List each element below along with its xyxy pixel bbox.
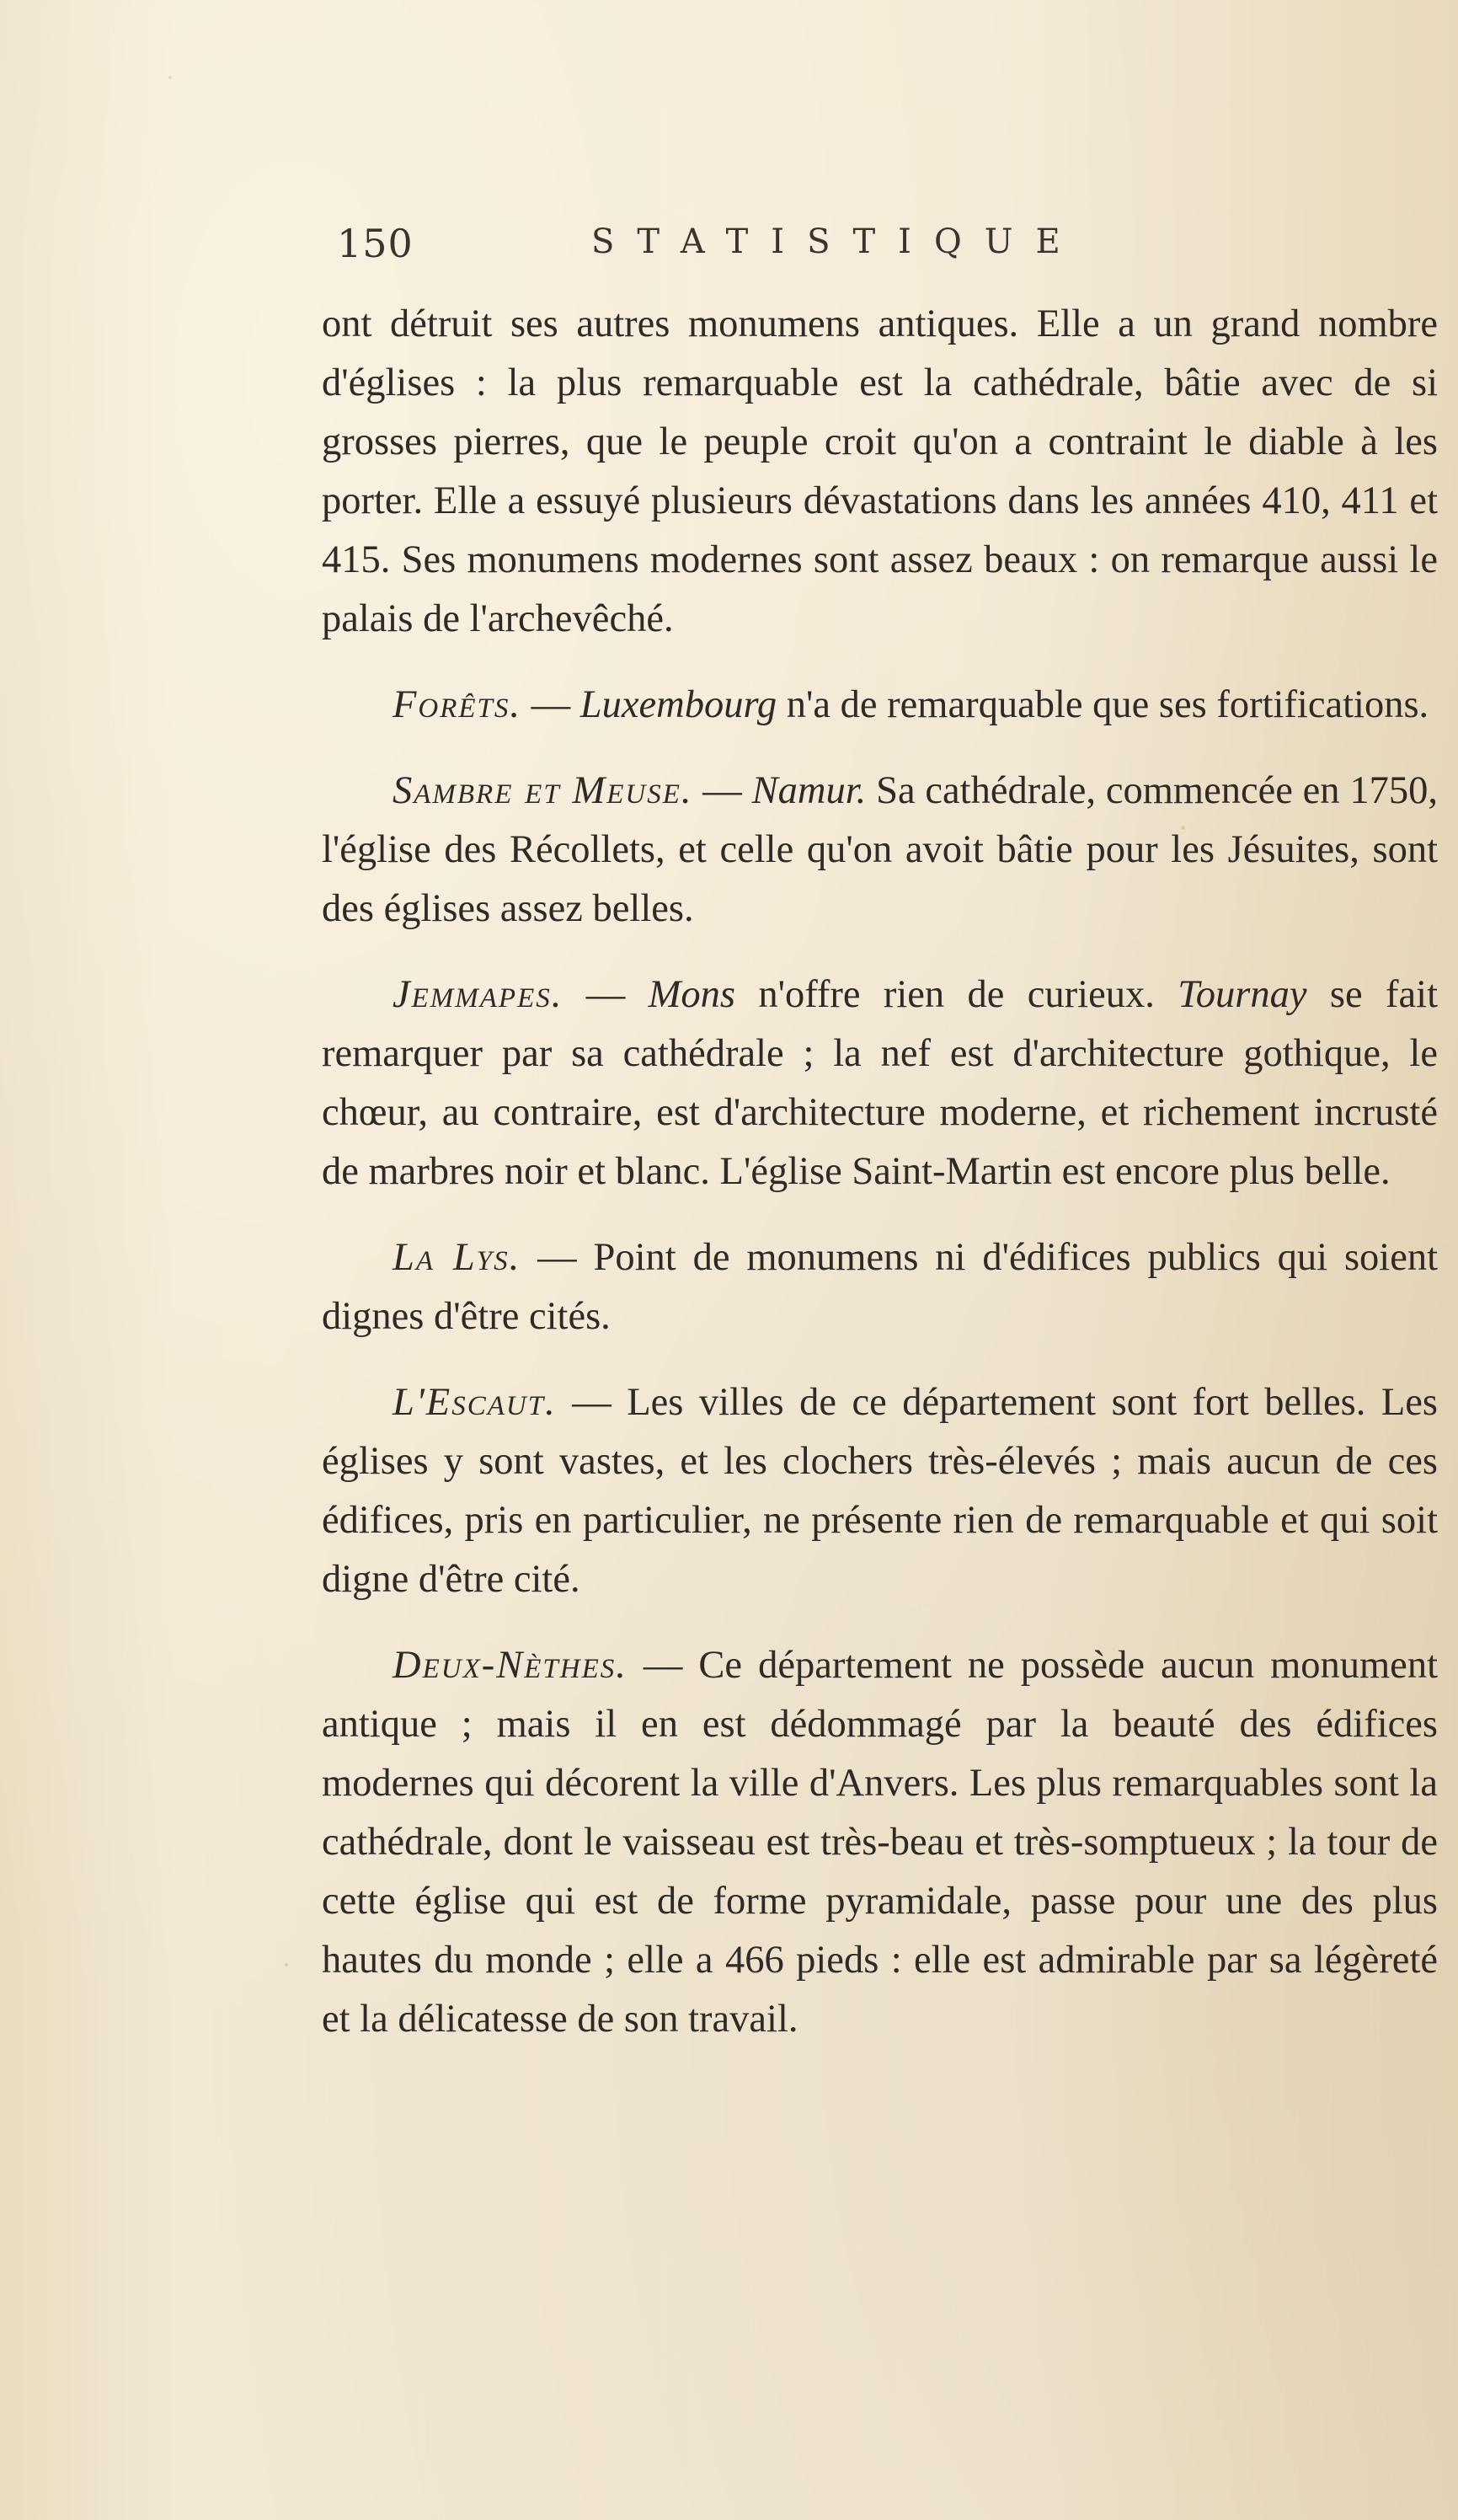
paragraph-text: Ce département ne possède aucun monument antique ; mais il en est dédommagé par la beauté des édifices modernes qui décorent la ville d'Anvers. Les plus remarquables sont la cathédrale, dont le vaisseau est très-beau et très-somptueux ; la tour de cette église qui est de forme pyramidale, passe pour une des plus hautes du monde ; elle a 466 pieds : elle est admirable par sa légèreté et la délicatesse de son travail. [322, 1644, 1438, 2041]
em-dash: — [521, 1236, 594, 1279]
section-title: Jemmapes. [393, 973, 563, 1016]
paragraph-text: n'a de remarquable que ses fortifications. [777, 683, 1429, 726]
place-name: Namur. [751, 769, 867, 812]
paragraph-text: se fait remarquer par sa cathédrale ; la nef est d'architecture gothique, le chœur, au contraire, est d'architecture moderne, et richement incrusté de marbres noir et blanc. L'église Saint-Martin est encore plus belle. [322, 973, 1438, 1193]
em-dash: — [521, 683, 580, 726]
section-title: Deux-Nèthes. [393, 1644, 628, 1687]
paper-spot [285, 1963, 288, 1966]
em-dash: — [627, 1644, 699, 1687]
section-title: Forêts. [393, 683, 522, 726]
paragraph [322, 1636, 1438, 2049]
paragraph-text: Sa cathédrale, commencée en 1750, l'église des Récollets, et celle qu'on avoit bâtie pour les Jésuites, sont des églises assez belles. [322, 769, 1438, 930]
page-header [337, 221, 1179, 280]
em-dash: — [556, 1381, 628, 1424]
paragraph-text: Les villes de ce département sont fort belles. Les églises y sont vastes, et les clochers très-élevés ; mais aucun de ces édifices, pris en particulier, ne présente rien de remarquable et qui soit digne d'être cité. [322, 1381, 1438, 1601]
paragraph [322, 1228, 1438, 1346]
paper-spot [168, 76, 172, 79]
paragraph-text: ont détruit ses autres monumens antiques. Elle a un grand nombre d'églises : la plus remarquable est la cathédrale, bâtie avec de si grosses pierres, que le peuple croit qu'on a contraint le diable à les porter. Elle a essuyé plusieurs dévastations dans les années 410, 411 et 415. Ses monumens modernes sont assez beaux : on remarque aussi le palais de l'archevêché. [322, 302, 1438, 640]
paragraph [322, 295, 1438, 649]
place-name: Tournay [1178, 973, 1307, 1016]
paragraph [322, 966, 1438, 1201]
section-title: L'Escaut. [393, 1381, 557, 1424]
em-dash: — [563, 973, 649, 1016]
paragraph [322, 676, 1438, 735]
paragraph-text: Point de monumens ni d'édifices publics qui soient dignes d'être cités. [322, 1236, 1439, 1338]
running-head: STATISTIQUE [591, 222, 1083, 261]
em-dash: — [692, 769, 752, 812]
paragraph [322, 762, 1438, 939]
page-number: 150 [337, 221, 414, 266]
section-title: Sambre et Meuse. [393, 769, 693, 812]
paragraph-text: n'offre rien de curieux. [734, 973, 1178, 1016]
page-body [322, 295, 1438, 2049]
place-name: Mons [648, 973, 735, 1016]
section-title: La Lys. [393, 1236, 521, 1279]
paragraph [322, 1373, 1438, 1609]
place-name: Luxembourg [579, 683, 777, 726]
